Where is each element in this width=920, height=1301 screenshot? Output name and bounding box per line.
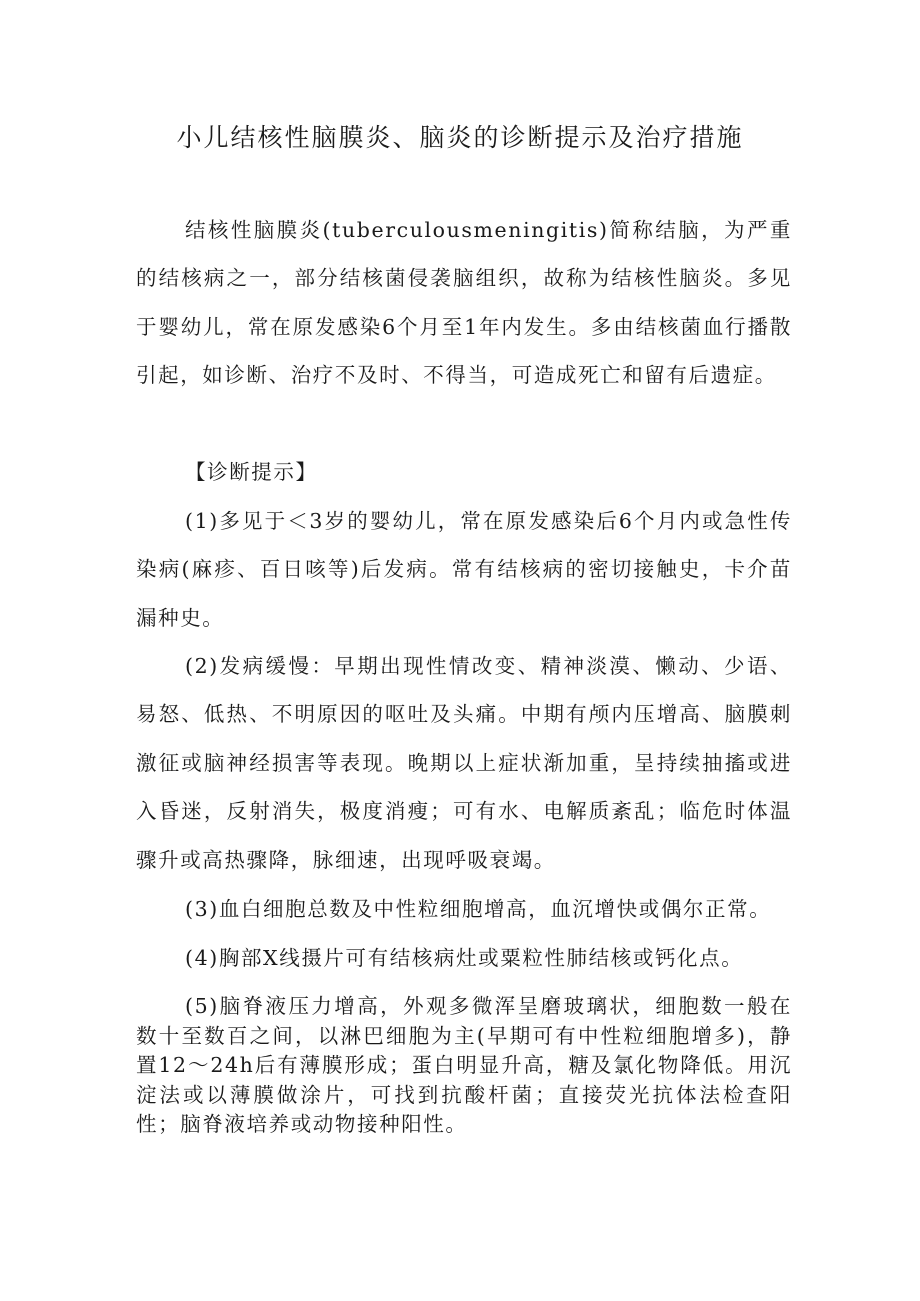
diagnosis-item-4: (4)胸部X线摄片可有结核病灶或粟粒性肺结核或钙化点。	[185, 946, 744, 970]
diagnosis-item-3: (3)血白细胞总数及中性粒细胞增高，血沉增快或偶尔正常。	[185, 897, 772, 921]
diagnosis-item-1: (1)多见于＜3岁的婴幼儿，常在原发感染后6个月内或急性传染病(麻疹、百日咳等)后发病。常有结核病的密切接触史，卡介苗漏种史。	[136, 509, 792, 630]
diagnosis-item-5: (5)脑脊液压力增高，外观多微浑呈磨玻璃状，细胞数一般在数十至数百之间，以淋巴细胞为主(早期可有中性粒细胞增多)，静置12～24h后有薄膜形成；蛋白明显升高，糖及氯化物降低。用沉淀法或以薄膜做涂片，可找到抗酸杆菌；直接荧光抗体法检查阳性；脑脊液培养或动物接种阳性。	[136, 994, 792, 1136]
page-title: 小儿结核性脑膜炎、脑炎的诊断提示及治疗措施	[176, 123, 744, 152]
intro-paragraph: 结核性脑膜炎(tuberculousmeningitis)简称结脑，为严重的结核病之一，部分结核菌侵袭脑组织，故称为结核性脑炎。多见于婴幼儿，常在原发感染6个月至1年内发生。多由结核菌血行播散引起，如诊断、治疗不及时、不得当，可造成死亡和留有后遗症。	[136, 218, 792, 388]
section-heading: 【诊断提示】	[185, 460, 318, 484]
diagnosis-item-2: (2)发病缓慢：早期出现性情改变、精神淡漠、懒动、少语、易怒、低热、不明原因的呕吐及头痛。中期有颅内压增高、脑膜刺激征或脑神经损害等表现。晚期以上症状渐加重，呈持续抽搐或进入昏迷，反射消失，极度消瘦；可有水、电解质紊乱；临危时体温骤升或高热骤降，脉细速，出现呼吸衰竭。	[136, 654, 792, 872]
